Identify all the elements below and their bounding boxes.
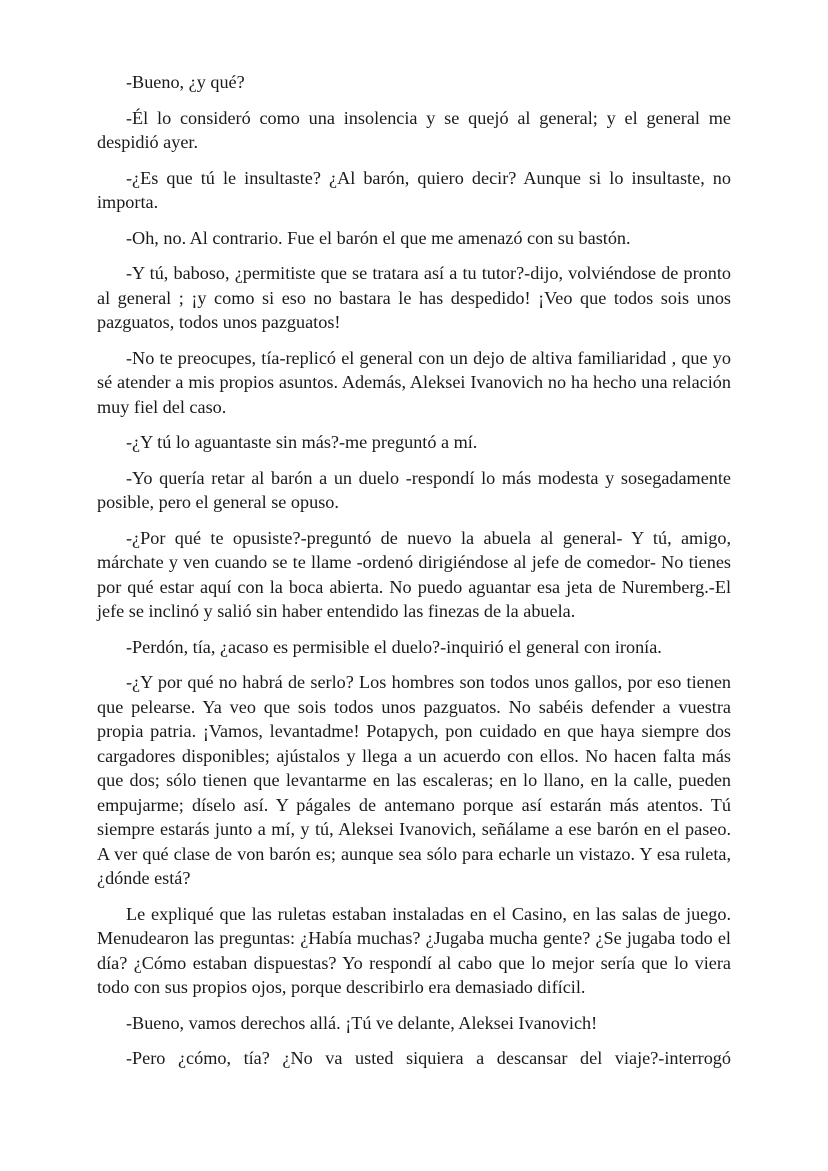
paragraph: -¿Es que tú le insultaste? ¿Al barón, quiero decir? Aunque si lo insultaste, no importa.: [97, 167, 731, 212]
paragraph: -Yo quería retar al barón a un duelo -respondí lo más modesta y sosegadamente posible, pero el general se opuso.: [97, 467, 731, 512]
paragraph: -¿Y por qué no habrá de serlo? Los hombres son todos unos gallos, por eso tienen que pelearse. Ya veo que sois todos unos pazguatos. No sabéis defender a vuestra propia patria. ¡Vamos, levantadme! Potapych, pon cuidado en que haya siempre dos cargadores disponibles; ajústalos y llega a un acuerdo con ellos. No hacen falta más que dos; sólo tienen que levantarme en las escaleras; en lo llano, en la calle, pueden empujarme; díselo así. Y págales de antemano porque así estarán más atentos. Tú siempre estarás junto a mí, y tú, Aleksei Ivanovich, señálame a ese barón en el paseo. A ver qué clase de von barón es; aunque sea sólo para echarle un vistazo. Y esa ruleta, ¿dónde está?: [97, 672, 731, 888]
paragraph: -Pero ¿cómo, tía? ¿No va usted siquiera a descansar del viaje?-interrogó: [126, 1048, 731, 1068]
paragraph: -¿Y tú lo aguantaste sin más?-me preguntó a mí.: [126, 432, 478, 452]
document-page: [97, 70, 731, 1082]
paragraph: Le expliqué que las ruletas estaban instaladas en el Casino, en las salas de juego. Menudearon las preguntas: ¿Había muchas? ¿Jugaba mucha gente? ¿Se jugaba todo el día? ¿Cómo estaban dispuestas? Yo respondí al cabo que lo mejor sería que lo viera todo con sus propios ojos, porque describirlo era demasiado difícil.: [97, 903, 731, 997]
paragraph: -Perdón, tía, ¿acaso es permisible el duelo?-inquirió el general con ironía.: [126, 636, 662, 657]
paragraph: -Oh, no. Al contrario. Fue el barón el que me amenazó con su bastón.: [126, 227, 631, 248]
paragraph: -Y tú, baboso, ¿permitiste que se tratara así a tu tutor?-dijo, volviéndose de pronto al general ; ¡y como si eso no bastara le has despedido! ¡Veo que todos sois unos pazguatos, todos unos pazguatos!: [97, 263, 731, 332]
paragraph: -Bueno, ¿y qué?: [126, 72, 245, 92]
paragraph: -¿Por qué te opusiste?-preguntó de nuevo la abuela al general- Y tú, amigo, márchate y ven cuando se te llame -ordenó dirigiéndose al jefe de comedor- No tienes por qué estar aquí con la boca abierta. No puedo aguantar esa jeta de Nuremberg.-El jefe se inclinó y salió sin haber entendido las finezas de la abuela.: [97, 527, 731, 621]
paragraph: -Bueno, vamos derechos allá. ¡Tú ve delante, Aleksei Ivanovich!: [126, 1012, 598, 1033]
paragraph: -Él lo consideró como una insolencia y se quejó al general; y el general me despidió ayer.: [97, 107, 731, 152]
paragraph: -No te preocupes, tía-replicó el general con un dejo de altiva familiaridad , que yo sé atender a mis propios asuntos. Además, Aleksei Ivanovich no ha hecho una relación muy fiel del caso.: [97, 347, 731, 417]
